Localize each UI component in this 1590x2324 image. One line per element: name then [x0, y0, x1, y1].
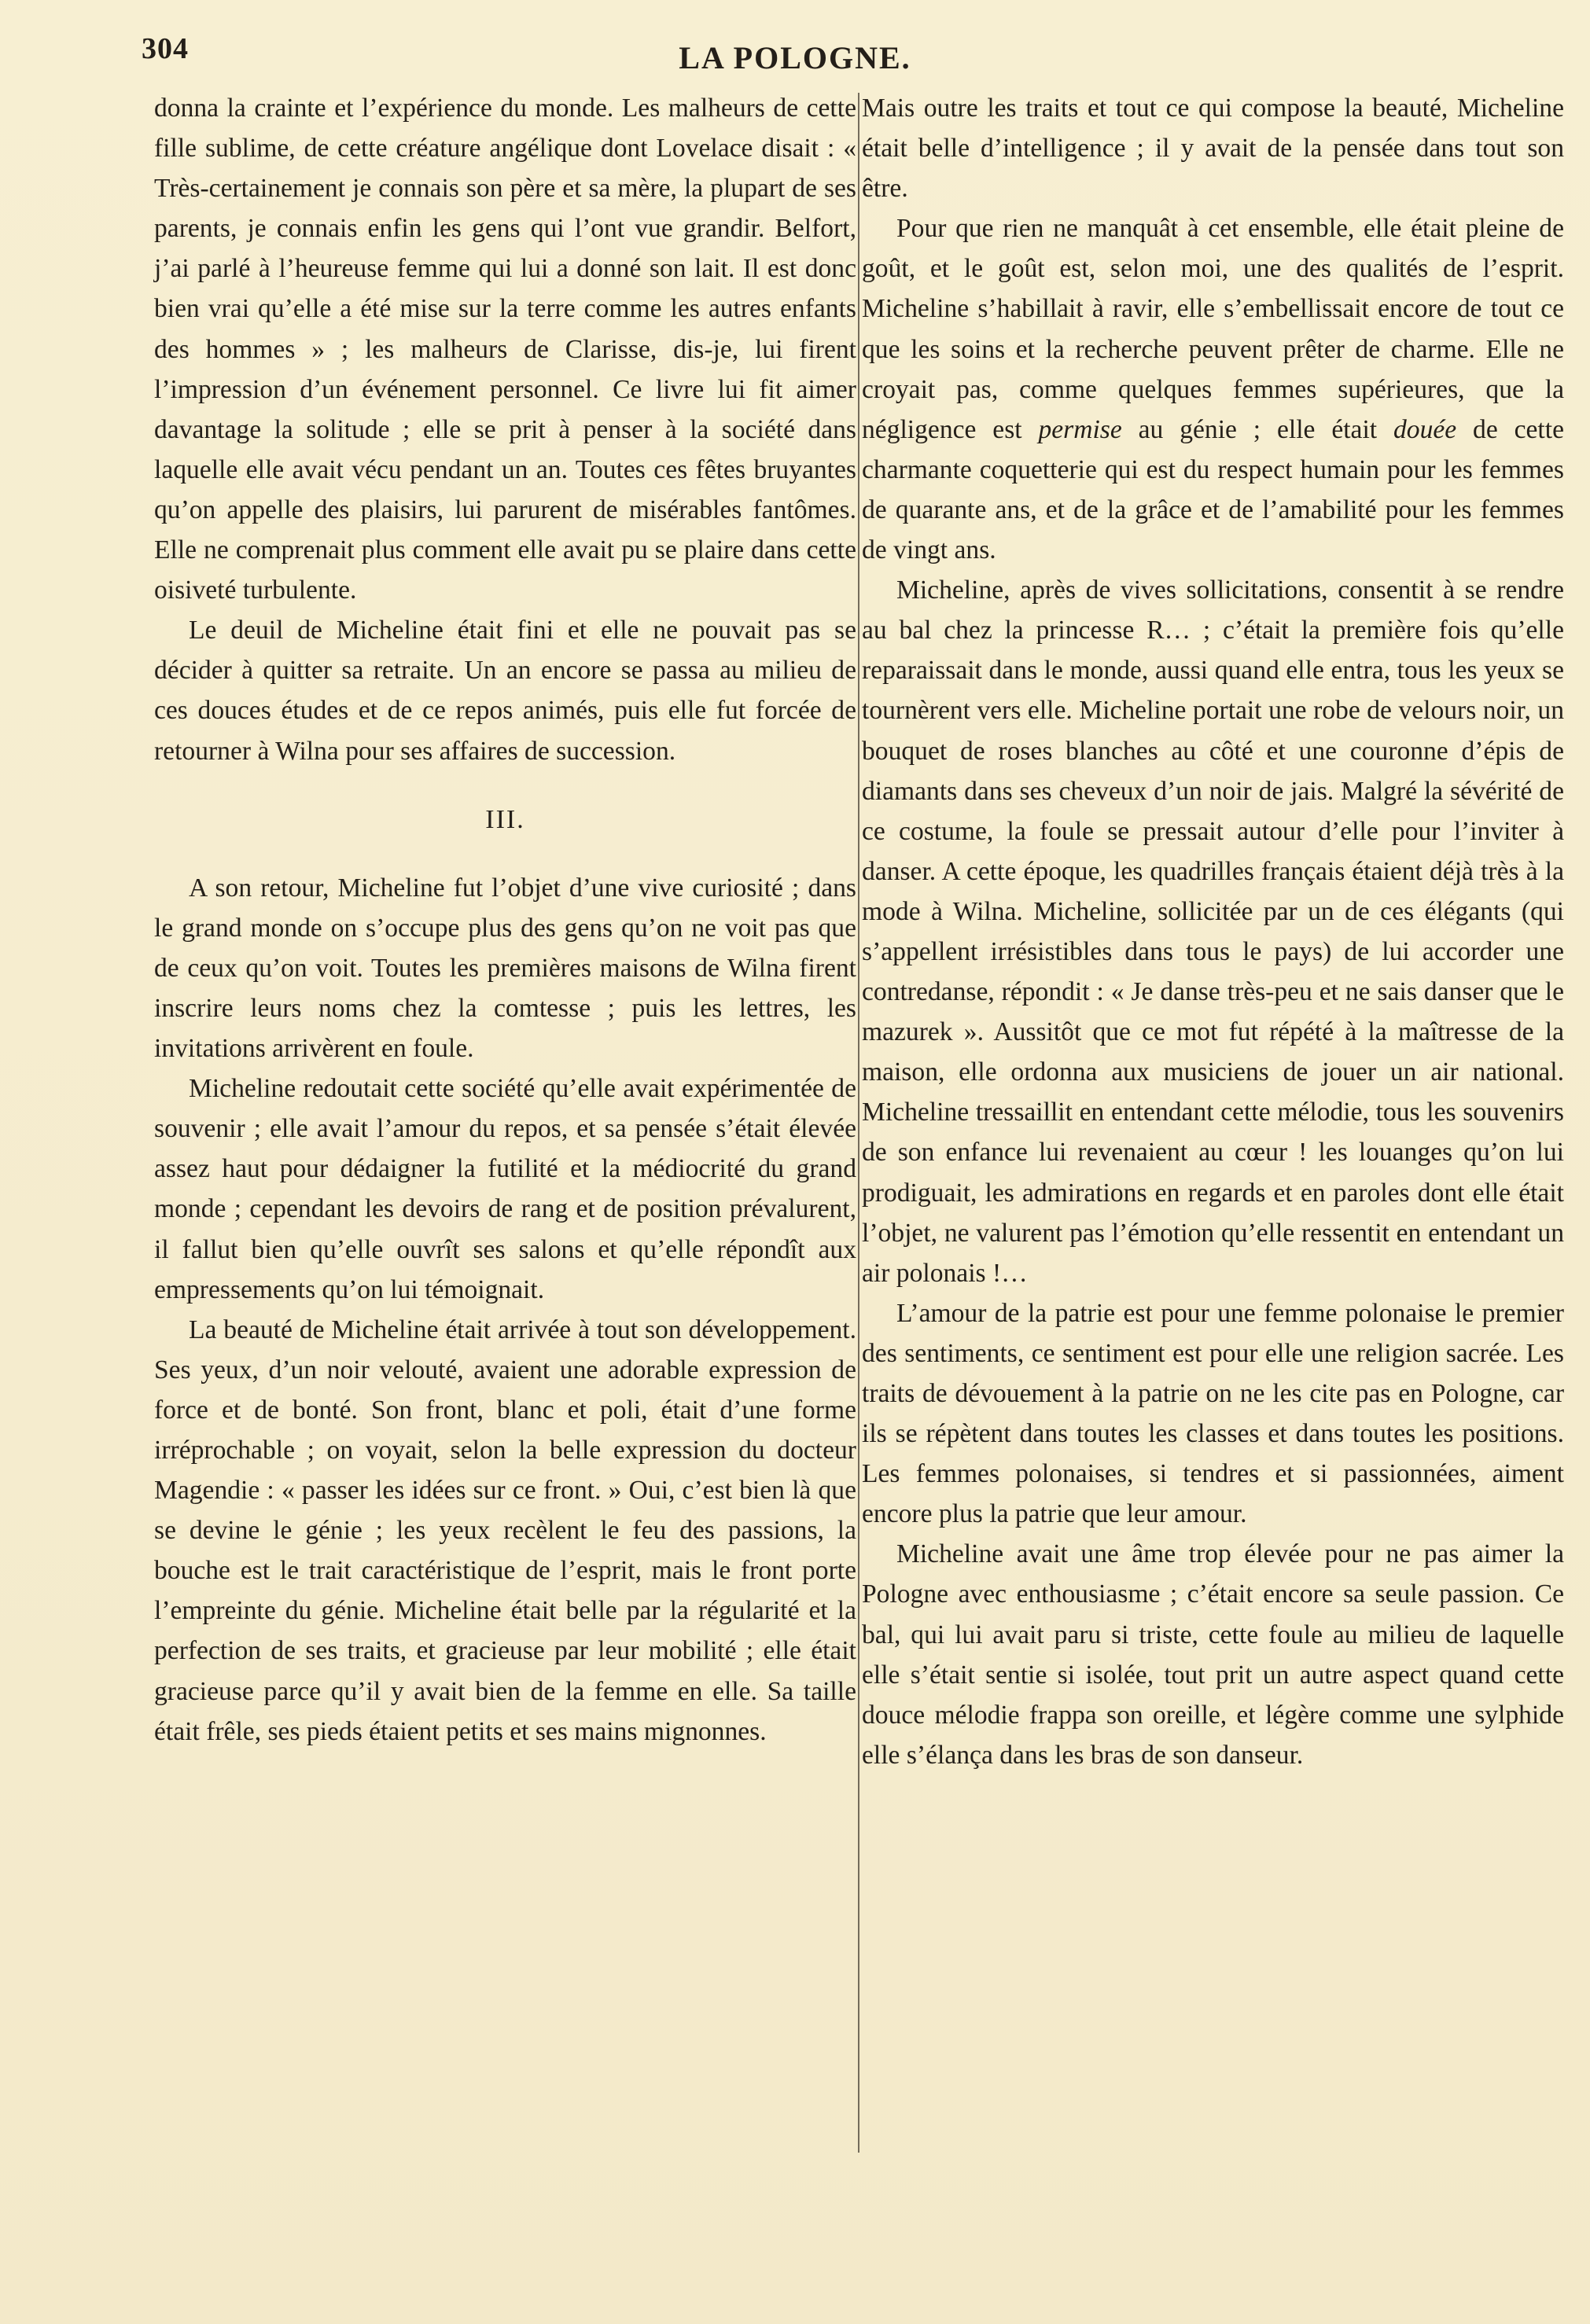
section-heading: III. [485, 804, 525, 834]
paragraph: La beauté de Micheline était arrivée à tout son développement. Ses yeux, d’un noir velouté, avaient une adorable expression de force et de bonté. Son front, blanc et poli, était d’une forme irréprochable ; on voyait, selon la belle expression du docteur Magendie : « passer les idées sur ce front. » Oui, c’est bien là que se devine le génie ; les yeux recèlent le feu des passions, la bouche est le trait caractéristique de l’esprit, mais le front porte l’empreinte du génie. Micheline était belle par la régularité et la perfection de ses traits, et gracieuse par leur mobilité ; elle était gracieuse parce qu’il y avait bien de la femme en elle. Sa taille était frêle, ses pieds étaient petits et ses mains mignonnes. [154, 1315, 856, 1746]
running-head: LA POLOGNE. [679, 40, 911, 75]
paragraph: L’amour de la patrie est pour une femme polonaise le premier des sentiments, ce sentiment est pour elle une religion sacrée. Les traits de dévouement à la patrie on ne les cite pas en Pologne, car ils se répètent dans toutes les classes et dans toutes les positions. Les femmes polonaises, si tendres et si passionnées, aiment encore plus la patrie que leur amour. [862, 1298, 1564, 1529]
paragraph [862, 208, 1564, 570]
italic-word: permise [1038, 414, 1122, 444]
paragraph: donna la crainte et l’expérience du monde. Les malheurs de cette fille sublime, de cette créature angélique dont Lovelace disait : « Très-certainement je connais son père et sa mère, la plupart de ses parents, je connais enfin les gens qui l’ont vue grandir. Belfort, j’ai parlé à l’heureuse femme qui lui a donné son lait. Il est donc bien vrai qu’elle a été mise sur la terre comme les autres enfants des hommes » ; les malheurs de Clarisse, dis-je, lui firent l’impression d’un événement personnel. Ce livre lui fit aimer davantage la solitude ; elle se prit à penser à la société dans laquelle elle avait vécu pendant un an. Toutes ces fêtes bruyantes qu’on appelle des plaisirs, lui parurent de misérables fantômes. Elle ne comprenait plus comment elle avait pu se plaire dans cette oisiveté turbulente. [154, 94, 856, 605]
left-column [154, 88, 856, 1752]
paragraph: Mais outre les traits et tout ce qui compose la beauté, Micheline était belle d’intelligence ; il y avait de la pensée dans tout son être. [862, 94, 1564, 204]
italic-word: douée [1393, 414, 1457, 444]
paragraph: A son retour, Micheline fut l’objet d’une vive curiosité ; dans le grand monde on s’occupe plus des gens qu’on ne voit pas que de ceux qu’on voit. Toutes les premières maisons de Wilna firent inscrire leurs noms chez la comtesse ; puis les lettres, les invitations arrivèrent en foule. [154, 873, 856, 1064]
paragraph: Micheline avait une âme trop élevée pour ne pas aimer la Pologne avec enthousiasme ; c’était encore sa seule passion. Ce bal, qui lui avait paru si triste, cette foule au milieu de laquelle elle s’était sentie si isolée, tout prit un autre aspect quand cette douce mélodie frappa son oreille, et légère comme une sylphide elle s’élança dans les bras de son danseur. [862, 1539, 1564, 1770]
paragraph: Micheline redoutait cette société qu’elle avait expérimentée de souvenir ; elle avait l’amour du repos, et sa pensée s’était élevée assez haut pour dédaigner la futilité et la médiocrité du grand monde ; cependant les devoirs de rang et de position prévalurent, il fallut bien qu’elle ouvrît ses salons et qu’elle répondît aux empressements qu’on lui témoignait. [154, 1074, 856, 1304]
column-divider [858, 93, 859, 2153]
page-number: 304 [142, 32, 189, 65]
text-run: au génie ; elle était [1121, 414, 1393, 444]
paragraph: Micheline, après de vives sollicitations, consentit à se rendre au bal chez la princesse R… ; c’était la première fois qu’elle reparaissait dans le monde, aussi quand elle entra, tous les yeux se tournèrent vers elle. Micheline portait une robe de velours noir, un bouquet de roses blanches au côté et une couronne d’épis de diamants dans ses cheveux d’un noir de jais. Malgré la sévérité de ce costume, la foule se pressait autour d’elle pour l’inviter à danser. A cette époque, les quadrilles français étaient déjà très à la mode à Wilna. Micheline, sollicitée par un de ces élégants (qui s’appellent irrésistibles dans tous le pays) de lui accorder une contredanse, répondit : « Je danse très-peu et ne sais danser que le mazurek ». Aussitôt que ce mot fut répété à la maîtresse de la maison, elle ordonna aux musiciens de jouer un air national. Micheline tressaillit en entendant cette mélodie, tous les souvenirs de son enfance lui revenaient au cœur ! les louanges qu’on lui prodiguait, les admirations en regards et en paroles dont elle était l’objet, ne valurent pas l’émotion qu’elle ressentit en entendant un air polonais !… [862, 575, 1564, 1288]
text-run: Pour que rien ne manquât à cet ensemble, elle était pleine de goût, et le goût est, selon moi, une des qualités de l’esprit. Micheline s’habillait à ravir, elle s’embellissait encore de tout ce que les soins et la recherche peuvent prêter de charme. Elle ne croyait pas, comme quelques femmes supérieures, que la négligence est [862, 214, 1564, 444]
text-run: de cette charmante coquetterie qui est du respect humain pour les femmes de quarante ans, et de la grâce et de l’amabilité pour les femmes de vingt ans. [862, 414, 1564, 565]
paragraph: Le deuil de Micheline était fini et elle ne pouvait pas se décider à quitter sa retraite. Un an encore se passa au milieu de ces douces études et de ce repos animés, puis elle fut forcée de retourner à Wilna pour ses affaires de succession. [154, 616, 856, 766]
right-column [862, 88, 1564, 1775]
